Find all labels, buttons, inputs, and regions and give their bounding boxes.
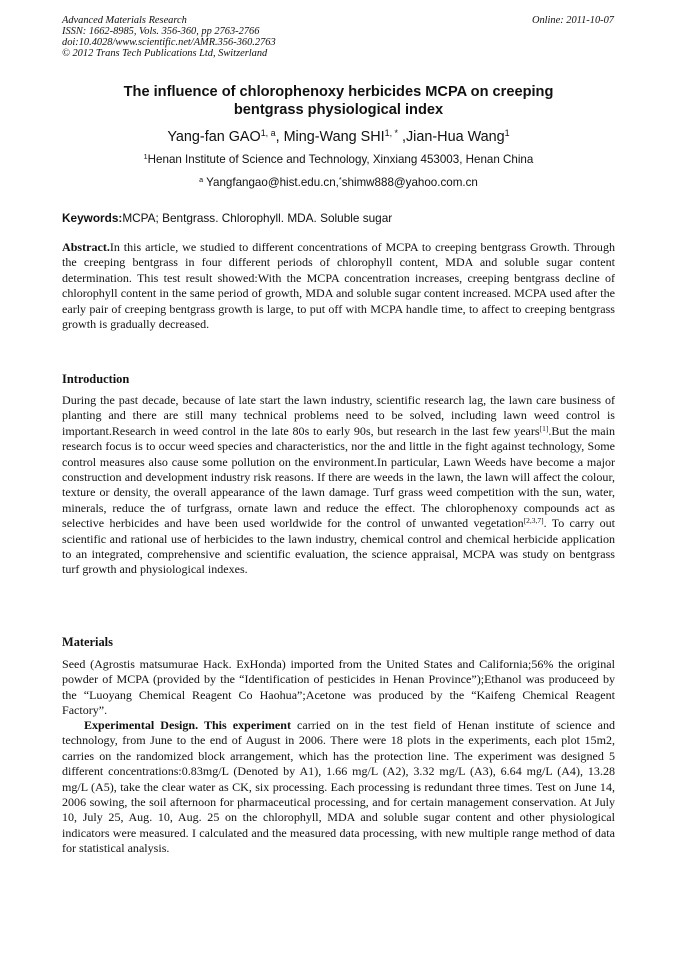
paper-title [62,83,615,119]
keywords [62,211,615,226]
keywords-text: MCPA; Bentgrass. Chlorophyll. MDA. Soluble sugar [122,211,393,225]
affiliation-sup: 1 [143,152,148,162]
introduction-heading: Introduction [62,372,130,386]
journal-copyright: © 2012 Trans Tech Publications Ltd, Switzerland [62,48,268,59]
online-date: Online: 2011-10-07 [531,15,614,26]
email-sup-a: a [199,175,204,185]
design-label: Experimental Design. This experiment [84,718,291,732]
author-1: Yang-fan GAO [167,129,261,145]
author-2: , Ming-Wang SHI [275,129,385,145]
journal-name: Advanced Materials Research [62,15,187,26]
journal-issn: ISSN: 1662-8985, Vols. 356-360, pp 2763-2766 [62,26,260,37]
journal-doi: doi:10.4028/www.scientific.net/AMR.356-360.2763 [62,37,276,48]
author-1-sup: 1, a [260,128,276,139]
abstract-text: In this article, we studied to different concentrations of MCPA to creeping bentgrass Growth. Through the creeping bentgrass in four different periods of chlorophyll content, MDA and soluble sugar content determination. This test result showed:With the MCPA concentration increases, creeping bentgrass decline of chlorophyll content in the same period of growth, MDA and soluble sugar content increased. MCPA used after the early pair of creeping bentgrass growth is large, to put off with MCPA handle time, to affect to creeping bentgrass growth is gradually decreased. [62,240,615,332]
intro-text-2: .But the main research focus is to occur weed species and characteristics, nor the and little in the fight against technology, Some control measures also cause some pollution on the environment.In particular, Lawn Weeds have become a major construction and development industry risk reasons. If there are weeds in the lawn, the lawn will affect the colour, texture or density, the overall appearance of the lawn damage. Turf grass weed competition with the sun, water, minerals, reduce the of turfgrass, ornate lawn and reduce the effect. The chlorophenoxy compounds act as selective herbicides and have been used worldwide for the control of unwanted vegetation [62,423,616,531]
journal-header [62,15,276,59]
design-text: carried on in the test field of Henan institute of science and technology, from June to the end of August in 2006. There were 18 plots in the experiments, each plot 15m2, carries on the randomized block arrangement, which has the protection line. The experiment was designed 5 different concentrations:0.83mg/L (Denoted by A1), 1.66 mg/L (A2), 3.32 mg/L (A3), 6.64 mg/L (A4), 13.28 mg/L (A5), take the clear water as CK, six processing. Each processing is redundant three times. Test on June 14, 2006 sowing, the soil afternoon for pharmaceutical processing, and for certain management conservation. At July 10, July 25, Aug. 10, Aug. 25 on the chlorophyll, MDA and soluble sugar content and other physiological indicators were measured. I calculated and the measured data processing, with new multiple range method of data for statistical analysis. [62,718,616,856]
email-1: Yangfangao@hist.edu.cn, [203,176,339,189]
intro-text-1: During the past decade, because of late start the lawn industry, scientific research lag, the lawn care business of planting and there are still many technical problems need to be solved, including lawn weed control is important.Research in weed control in the late 80s to early 90s, but research in the last few years [62,393,615,438]
email-2: shimw888@yahoo.com.cn [341,176,478,189]
title-line-2: bentgrass physiological index [233,102,444,118]
abstract [62,240,615,332]
author-3: ,Jian-Hua Wang [397,129,505,145]
intro-text-3: . To carry out scientific and rational use of herbicides to the lawn industry, chemical control and chemical herbicide application to an integrated, comprehensive and scientific evaluation, the science appraisal, MCPA was study on bentgrass turf growth and physiological indexes. [62,516,615,577]
introduction-paragraph [62,393,615,578]
keywords-label: Keywords: [62,211,123,225]
experimental-design-paragraph [62,718,615,857]
title-line-1: The influence of chlorophenoxy herbicides MCPA on creeping [123,84,554,100]
materials-paragraph: Seed (Agrostis matsumurae Hack. ExHonda) imported from the United States and California;56% the original powder of MCPA (provided by the “Identification of pesticides in Henan Province”);Ethanol was produceed by the “Luoyang Chemical Reagent Co Haohua”;Acetone was produced by the “Kaifeng Chemical Reagent Factory”. [62,657,615,718]
intro-ref-1: [1] [539,423,549,433]
affiliation-text: Henan Institute of Science and Technology, Xinxiang 453003, Henan China [147,153,534,166]
author-3-sup: 1 [504,128,510,139]
author-2-sup: 1, * [384,128,398,139]
affiliation [62,152,615,168]
intro-ref-2: [2,3,7] [523,516,544,526]
materials-heading: Materials [62,635,113,649]
author-emails [62,175,615,191]
email-sup-star: * [338,175,342,185]
author-list [62,127,615,147]
abstract-label: Abstract. [62,240,110,254]
